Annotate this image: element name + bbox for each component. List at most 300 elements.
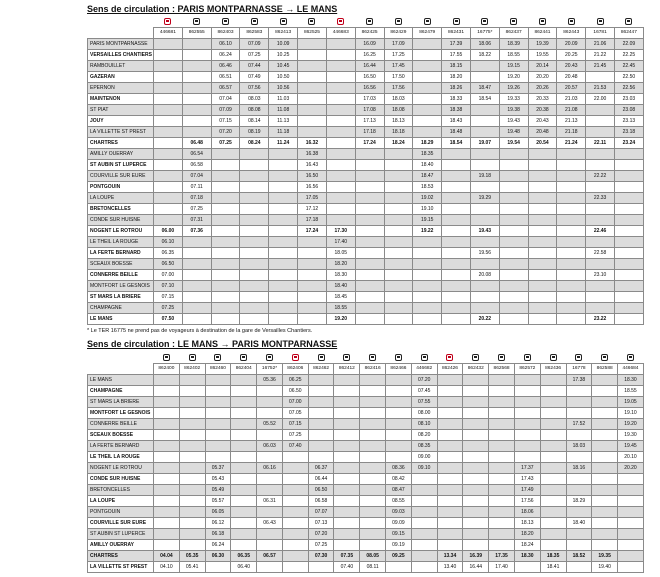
departure-time: 19.35 [592,551,618,562]
train-number: 446683 [326,28,355,39]
departure-time [557,270,586,281]
departure-time [413,292,442,303]
departure-time [566,397,592,408]
departure-time [514,375,540,386]
departure-time: 19.38 [499,105,528,116]
departure-time: 16.32 [298,138,327,149]
departure-time: 18.41 [540,562,566,573]
train-icon [575,354,582,361]
departure-time [355,292,384,303]
departure-time: 18.05 [326,248,355,259]
departure-time [489,463,515,474]
station-name: CONNERRE BEILLE [88,419,154,430]
departure-time [211,292,240,303]
departure-time: 10.56 [269,83,298,94]
departure-time [463,496,489,507]
station-name: LE MANS [88,375,154,386]
departure-time [231,529,257,540]
station-row [88,518,644,529]
departure-time [470,61,499,72]
departure-time: 07.40 [282,441,308,452]
departure-time: 18.20 [442,72,471,83]
departure-time [411,474,437,485]
departure-time [586,105,615,116]
departure-time [282,463,308,474]
departure-time [282,551,308,562]
station-name: AMILLY OUERRAY [88,149,154,160]
departure-time: 21.53 [586,83,615,94]
departure-time [557,204,586,215]
departure-time: 16.38 [298,149,327,160]
departure-time [240,237,269,248]
departure-time [566,540,592,551]
train-number: 862583 [240,28,269,39]
departure-time: 07.50 [154,314,183,325]
train-icon [550,354,557,361]
departure-time [592,518,618,529]
departure-time: 17.37 [514,463,540,474]
train-icon [240,354,247,361]
station-row [88,116,644,127]
departure-time: 21.03 [557,94,586,105]
departure-time: 06.05 [205,507,231,518]
train-number: 862426 [437,364,463,375]
station-row [88,529,644,540]
departure-time [269,193,298,204]
train-icon [568,18,575,25]
departure-time [470,72,499,83]
departure-time [257,485,283,496]
train-icon [193,18,200,25]
train-number: 862406 [282,364,308,375]
departure-time [618,496,644,507]
departure-time [308,375,334,386]
departure-time [411,562,437,573]
departure-time [499,182,528,193]
departure-time [326,116,355,127]
departure-time [557,259,586,270]
departure-time [442,215,471,226]
departure-time: 09.25 [386,551,412,562]
departure-time [205,408,231,419]
departure-time: 07.07 [308,507,334,518]
departure-time [384,237,413,248]
departure-time [179,386,205,397]
departure-time [282,496,308,507]
departure-time: 23.08 [615,105,644,116]
departure-time: 18.06 [514,507,540,518]
departure-time [154,496,180,507]
departure-time [360,529,386,540]
station-name: CHARTRES [88,551,154,562]
departure-time: 17.40 [489,562,515,573]
departure-time: 08.42 [386,474,412,485]
station-row [88,259,644,270]
departure-time [615,226,644,237]
departure-time [470,303,499,314]
departure-time [489,419,515,430]
departure-time: 06.43 [257,518,283,529]
departure-time: 20.33 [528,94,557,105]
station-row [88,39,644,50]
departure-time: 06.44 [308,474,334,485]
train-icon [266,354,273,361]
station-name: LA VILLETTE ST PREST [88,562,154,573]
departure-time: 08.47 [386,485,412,496]
departure-time: 19.54 [499,138,528,149]
departure-time [308,419,334,430]
departure-time [499,204,528,215]
train-number: 446682 [411,364,437,375]
departure-time [437,485,463,496]
station-row [88,562,644,573]
departure-time: 07.15 [282,419,308,430]
departure-time: 19.20 [618,419,644,430]
departure-time: 10.50 [269,72,298,83]
departure-time [514,419,540,430]
departure-time [386,441,412,452]
departure-time [384,270,413,281]
departure-time [154,474,180,485]
departure-time: 07.15 [154,292,183,303]
departure-time [211,215,240,226]
departure-time [592,452,618,463]
departure-time [182,292,211,303]
departure-time [179,452,205,463]
departure-time [463,540,489,551]
departure-time [528,226,557,237]
departure-time [384,193,413,204]
train-number: 862555 [182,28,211,39]
departure-time: 23.24 [615,138,644,149]
departure-time [528,314,557,325]
departure-time [413,237,442,248]
train-number: 862441 [528,28,557,39]
departure-time: 05.37 [205,463,231,474]
station-row [88,292,644,303]
departure-time [211,281,240,292]
departure-time [384,204,413,215]
departure-time [442,204,471,215]
departure-time [269,215,298,226]
departure-time: 17.43 [514,474,540,485]
departure-time [615,193,644,204]
departure-time: 06.25 [282,375,308,386]
departure-time [463,507,489,518]
departure-time: 07.15 [211,116,240,127]
departure-time: 18.03 [384,94,413,105]
station-name: COURVILLE SUR EURE [88,518,154,529]
bus-icon [446,354,453,361]
train-number: 16775* [470,28,499,39]
departure-time: 22.25 [615,50,644,61]
departure-time [489,397,515,408]
departure-time [592,408,618,419]
departure-time [182,50,211,61]
departure-time [615,270,644,281]
train-icon [601,354,608,361]
departure-time [592,496,618,507]
departure-time [586,281,615,292]
station-row [88,226,644,237]
departure-time [205,397,231,408]
departure-time [470,149,499,160]
station-name: MAINTENON [88,94,154,105]
departure-time [437,540,463,551]
departure-time [489,540,515,551]
departure-time [586,259,615,270]
departure-time [470,292,499,303]
departure-time: 19.43 [470,226,499,237]
departure-time: 20.10 [618,452,644,463]
departure-time [615,248,644,259]
departure-time [540,408,566,419]
departure-time: 20.43 [557,61,586,72]
departure-time [355,160,384,171]
departure-time [298,259,327,270]
departure-time [437,507,463,518]
departure-time [615,215,644,226]
departure-time: 19.05 [618,397,644,408]
train-type-row [88,352,644,364]
departure-time [360,452,386,463]
departure-time [154,419,180,430]
departure-time: 18.55 [618,386,644,397]
departure-time [615,160,644,171]
departure-time [437,463,463,474]
departure-time [355,193,384,204]
departure-time: 22.50 [615,72,644,83]
departure-time: 08.08 [240,105,269,116]
departure-time [179,518,205,529]
departure-time [179,507,205,518]
departure-time [411,540,437,551]
departure-time: 18.43 [442,116,471,127]
departure-time [540,386,566,397]
departure-time: 11.24 [269,138,298,149]
departure-time [618,551,644,562]
departure-time [514,441,540,452]
departure-time [355,215,384,226]
departure-time [528,215,557,226]
departure-time [463,518,489,529]
station-name: ST MARS LA BRIERE [88,397,154,408]
departure-time [240,292,269,303]
station-name: PARIS MONTPARNASSE [88,39,154,50]
departure-time: 19.33 [499,94,528,105]
departure-time [384,171,413,182]
departure-time [257,452,283,463]
departure-time [182,259,211,270]
train-number: 862412 [334,364,360,375]
departure-time [566,529,592,540]
departure-time [413,248,442,259]
departure-time: 19.22 [413,226,442,237]
departure-time [463,375,489,386]
departure-time: 16.56 [355,83,384,94]
departure-time [211,314,240,325]
departure-time [540,529,566,540]
departure-time: 22.56 [615,83,644,94]
departure-time [442,314,471,325]
departure-time [257,529,283,540]
departure-time [269,292,298,303]
departure-time [360,540,386,551]
station-name: SCEAUX BOESSE [88,430,154,441]
departure-time: 22.22 [586,171,615,182]
departure-time [154,485,180,496]
departure-time: 08.24 [240,138,269,149]
departure-time [154,193,183,204]
departure-time: 06.58 [308,496,334,507]
departure-time [211,193,240,204]
train-icon [369,354,376,361]
departure-time: 21.06 [586,39,615,50]
departure-time [182,270,211,281]
departure-time [269,314,298,325]
departure-time: 16.44 [355,61,384,72]
departure-time [489,485,515,496]
departure-time [615,182,644,193]
departure-time [355,171,384,182]
departure-time: 09.00 [411,452,437,463]
departure-time [514,452,540,463]
departure-time [386,452,412,463]
station-name: COURVILLE SUR EURE [88,171,154,182]
departure-time: 06.00 [154,226,183,237]
departure-time: 16.50 [298,171,327,182]
train-number: 862572 [514,364,540,375]
departure-time: 20.14 [528,61,557,72]
departure-time: 23.22 [586,314,615,325]
departure-time [411,507,437,518]
departure-time: 18.40 [413,160,442,171]
departure-time [384,226,413,237]
departure-time [211,248,240,259]
departure-time: 06.24 [211,50,240,61]
departure-time [411,496,437,507]
departure-time [489,441,515,452]
departure-time [326,182,355,193]
station-row [88,61,644,72]
departure-time [154,452,180,463]
departure-time [586,303,615,314]
departure-time [540,430,566,441]
departure-time [442,160,471,171]
train-number: 862588 [592,364,618,375]
departure-time [360,397,386,408]
station-row [88,50,644,61]
departure-time: 21.22 [586,50,615,61]
departure-time: 06.58 [182,160,211,171]
departure-time: 07.44 [240,61,269,72]
departure-time [413,281,442,292]
departure-time [384,303,413,314]
departure-time [540,452,566,463]
departure-time: 20.20 [528,72,557,83]
departure-time: 08.00 [411,408,437,419]
departure-time: 18.13 [514,518,540,529]
departure-time [557,314,586,325]
station-name: ST PIAT [88,105,154,116]
departure-time: 17.09 [384,39,413,50]
departure-time [182,127,211,138]
departure-time [557,193,586,204]
departure-time [442,237,471,248]
departure-time [540,540,566,551]
departure-time [298,50,327,61]
departure-time [154,386,180,397]
train-number: 862462 [308,364,334,375]
departure-time: 08.19 [240,127,269,138]
train-number: 862479 [413,28,442,39]
station-name: LE THEIL LA ROUGE [88,452,154,463]
departure-time [182,303,211,314]
departure-time: 19.07 [470,138,499,149]
departure-time [384,182,413,193]
station-row [88,127,644,138]
departure-time [231,386,257,397]
departure-time [334,485,360,496]
departure-time [566,430,592,441]
departure-time: 07.00 [282,397,308,408]
departure-time [528,303,557,314]
departure-time [413,270,442,281]
station-row [88,430,644,441]
departure-time [211,149,240,160]
departure-time [413,116,442,127]
departure-time [360,419,386,430]
station-name: CONNERRE BEILLE [88,270,154,281]
departure-time: 19.48 [499,127,528,138]
train-icon [222,18,229,25]
departure-time: 17.18 [298,215,327,226]
station-name: LE MANS [88,314,154,325]
departure-time: 18.26 [442,83,471,94]
departure-time: 23.18 [615,127,644,138]
departure-time [499,303,528,314]
departure-time: 17.25 [384,50,413,61]
departure-time: 05.41 [179,562,205,573]
departure-time [586,204,615,215]
departure-time: 17.38 [566,375,592,386]
departure-time [540,375,566,386]
departure-time [499,270,528,281]
station-name: MONTFORT LE GESNOIS [88,408,154,419]
section-title-paris-lemans: Sens de circulation : PARIS MONTPARNASSE → LE MANS [87,4,338,14]
departure-time [499,149,528,160]
departure-time [489,430,515,441]
departure-time: 18.20 [326,259,355,270]
departure-time: 18.47 [413,171,442,182]
station-name: LA LOUPE [88,496,154,507]
station-row [88,105,644,116]
departure-time [308,430,334,441]
departure-time [211,171,240,182]
departure-time: 08.11 [360,562,386,573]
departure-time: 07.09 [240,39,269,50]
departure-time [499,248,528,259]
departure-time: 18.48 [442,127,471,138]
departure-time [298,281,327,292]
departure-time [154,463,180,474]
departure-time: 07.25 [282,430,308,441]
departure-time [540,419,566,430]
departure-time [326,39,355,50]
train-icon [625,18,632,25]
departure-time [326,105,355,116]
departure-time: 07.00 [154,270,183,281]
